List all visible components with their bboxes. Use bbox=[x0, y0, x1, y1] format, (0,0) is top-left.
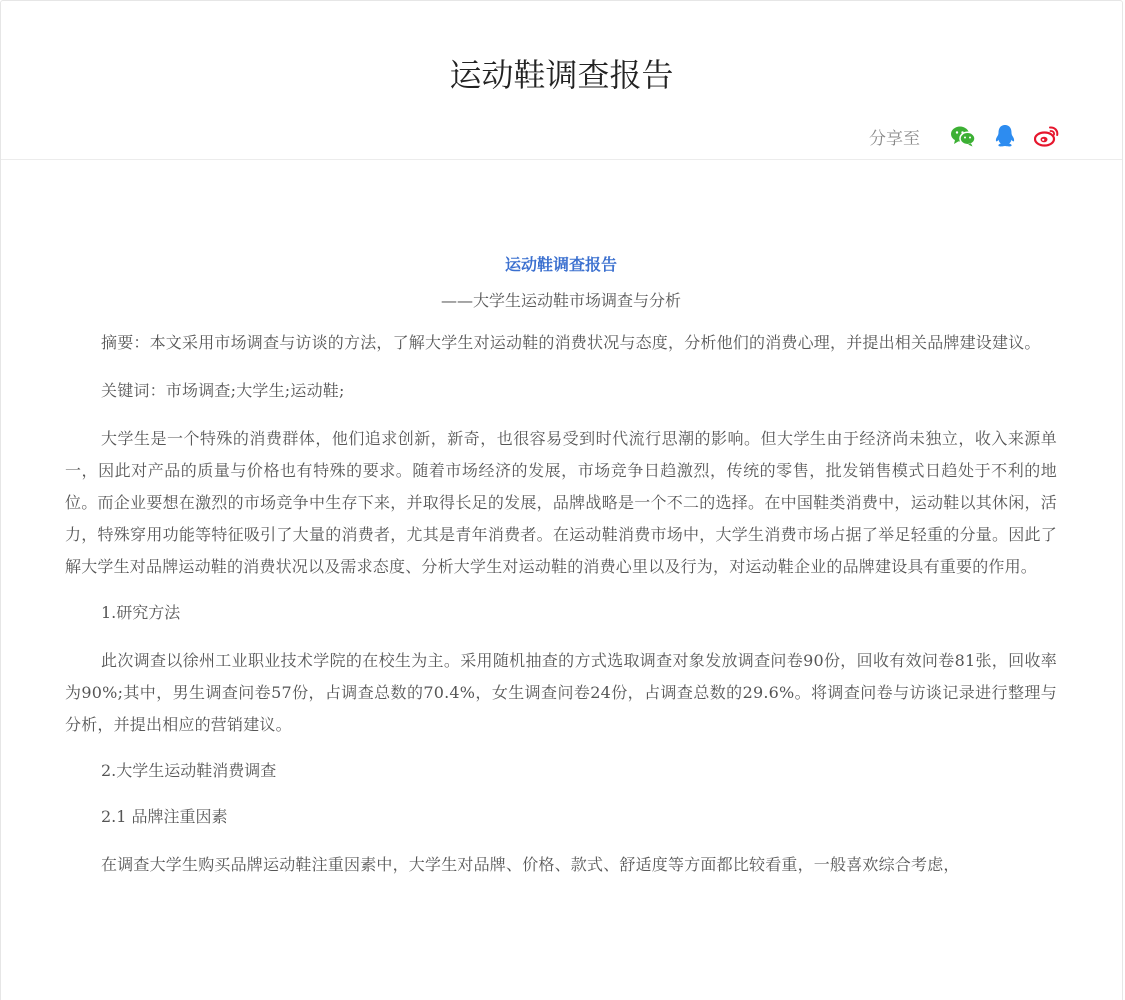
share-weibo-button[interactable] bbox=[1034, 123, 1060, 149]
article-title: 运动鞋调查报告 bbox=[504, 255, 617, 274]
section-heading-consumption-survey: 2.大学生运动鞋消费调查 bbox=[101, 761, 277, 780]
article-body bbox=[65, 161, 1057, 881]
share-wechat-button[interactable] bbox=[950, 123, 976, 149]
abstract-paragraph: 摘要：本文采用市场调查与访谈的方法，了解大学生对运动鞋的消费状况与态度，分析他们的消费心理，并提出相关品牌建设建议。 bbox=[101, 333, 1041, 352]
section-heading-research-method: 1.研究方法 bbox=[101, 603, 181, 622]
share-qq-button[interactable] bbox=[992, 123, 1018, 149]
section-heading-brand-factors: 2.1 品牌注重因素 bbox=[101, 807, 228, 826]
article-subtitle: ——大学生运动鞋市场调查与分析 bbox=[440, 291, 681, 310]
research-method-paragraph: 此次调查以徐州工业职业技术学院的在校生为主。采用随机抽查的方式选取调查对象发放调查问卷90份，回收有效问卷81张，回收率为90%;其中，男生调查问卷57份，占调查总数的70.4%，女生调查问卷24份，占调查总数的29.6%。将调查问卷与访谈记录进行整理与分析，并提出相应的营销建议。 bbox=[65, 651, 1057, 734]
wechat-icon bbox=[950, 125, 976, 147]
intro-paragraph: 大学生是一个特殊的消费群体，他们追求创新，新奇，也很容易受到时代流行思潮的影响。但大学生由于经济尚未独立，收入来源单一，因此对产品的质量与价格也有特殊的要求。随着市场经济的发展，市场竞争日趋激烈，传统的零售，批发销售模式日趋处于不利的地位。而企业要想在激烈的市场竞争中生存下来，并取得长足的发展，品牌战略是一个不二的选择。在中国鞋类消费中，运动鞋以其休闲，活力，特殊穿用功能等特征吸引了大量的消费者，尤其是青年消费者。在运动鞋消费市场中，大学生消费市场占据了举足轻重的分量。因此了解大学生对品牌运动鞋的消费状况以及需求态度、分析大学生对运动鞋的消费心里以及行为，对运动鞋企业的品牌建设具有重要的作用。 bbox=[65, 429, 1057, 576]
article-header bbox=[1, 1, 1122, 160]
qq-icon bbox=[994, 124, 1016, 148]
share-label: 分享至 bbox=[869, 128, 920, 149]
page-title: 运动鞋调查报告 bbox=[449, 56, 674, 94]
weibo-icon bbox=[1034, 125, 1060, 147]
brand-factors-paragraph: 在调查大学生购买品牌运动鞋注重因素中，大学生对品牌、价格、款式、舒适度等方面都比较看重，一般喜欢综合考虑， bbox=[101, 855, 960, 874]
keywords-paragraph: 关键词：市场调查;大学生;运动鞋; bbox=[101, 381, 345, 400]
share-bar bbox=[869, 121, 1060, 151]
